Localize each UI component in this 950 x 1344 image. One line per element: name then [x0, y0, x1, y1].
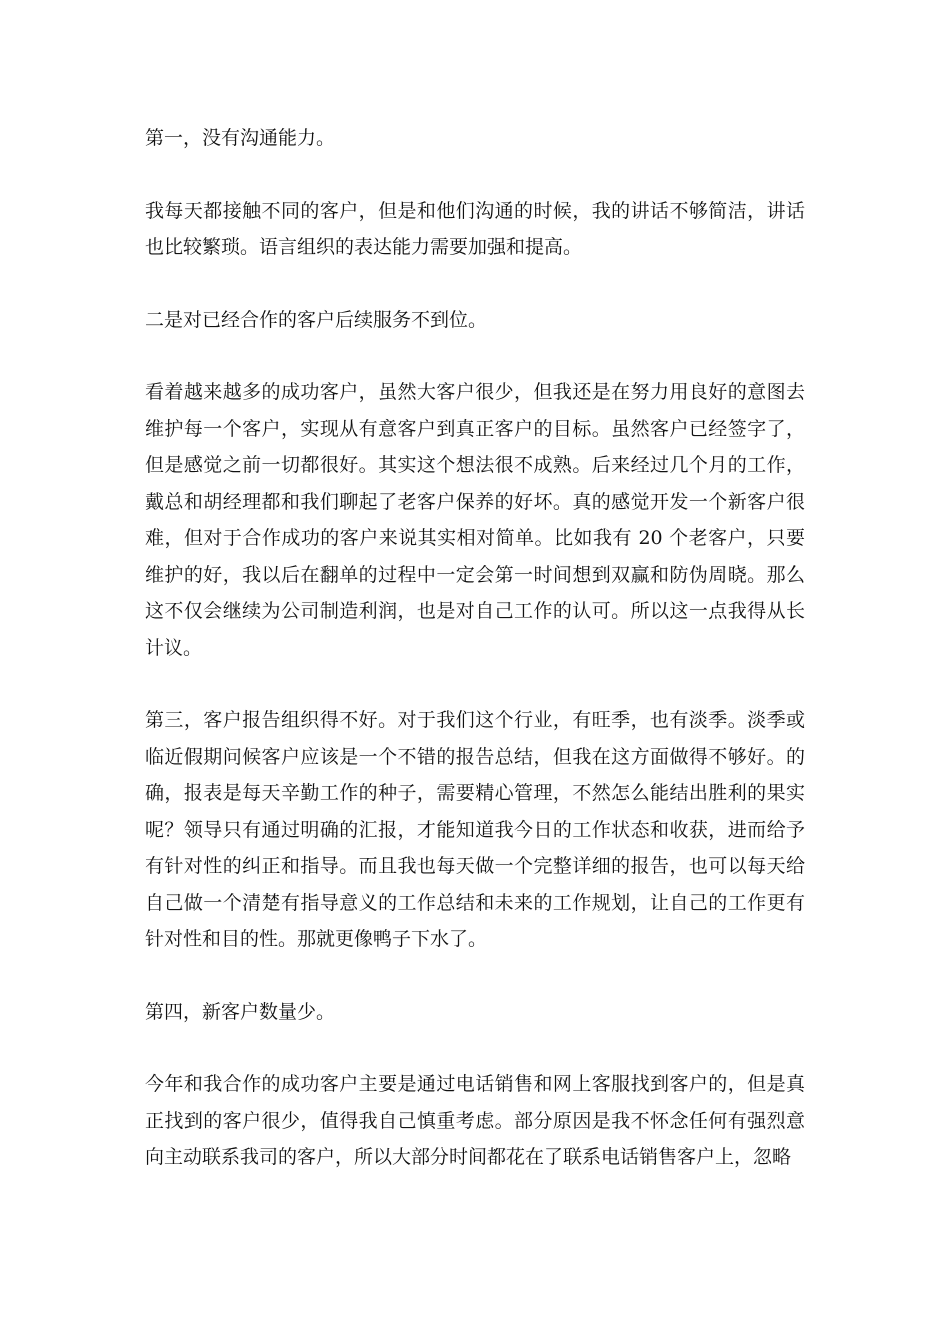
paragraph-communication: 我每天都接触不同的客户，但是和他们沟通的时候，我的讲话不够简洁，讲话也比较繁琐。语言组织的表达能力需要加强和提高。 [145, 199, 805, 258]
paragraph-heading-3-report: 第三，客户报告组织得不好。对于我们这个行业，有旺季，也有淡季。淡季或临近假期问候客户应该是一个不错的报告总结，但我在这方面做得不够好。的确，报表是每天辛勤工作的种子，需要精心管理，不然怎么能结出胜利的果实呢？领导只有通过明确的汇报，才能知道我今日的工作状态和收获，进而给予有针对性的纠正和指导。而且我也每天做一个完整详细的报告，也可以每天给自己做一个清楚有指导意义的工作总结和未来的工作规划，让自己的工作更有针对性和目的性。那就更像鸭子下水了。 [145, 709, 805, 950]
paragraph-new-clients: 今年和我合作的成功客户主要是通过电话销售和网上客服找到客户的，但是真正找到的客户很少，值得我自己慎重考虑。部分原因是我不怀念任何有强烈意向主动联系我司的客户，所以大部分时间都花在了联系电话销售客户上，忽略 [145, 1073, 805, 1168]
paragraph-heading-1: 第一，没有沟通能力。 [145, 127, 336, 149]
paragraph-heading-4: 第四，新客户数量少。 [145, 1000, 336, 1023]
paragraph-follow-up-service: 看着越来越多的成功客户，虽然大客户很少，但我还是在努力用良好的意图去维护每一个客户，实现从有意客户到真正客户的目标。虽然客户已经签字了，但是感觉之前一切都很好。其实这个想法很不成熟。后来经过几个月的工作，戴总和胡经理都和我们聊起了老客户保养的好坏。真的感觉开发一个新客户很难，但对于合作成功的客户来说其实相对简单。比如我有 20 个老客户，只要维护的好，我以后在翻单的过程中一定会第一时间想到双赢和防伪周晓。那么这不仅会继续为公司制造利润，也是对自己工作的认可。所以这一点我得从长计议。 [145, 381, 805, 659]
paragraph-heading-2: 二是对已经合作的客户后续服务不到位。 [145, 308, 488, 331]
document-body [145, 120, 805, 1212]
